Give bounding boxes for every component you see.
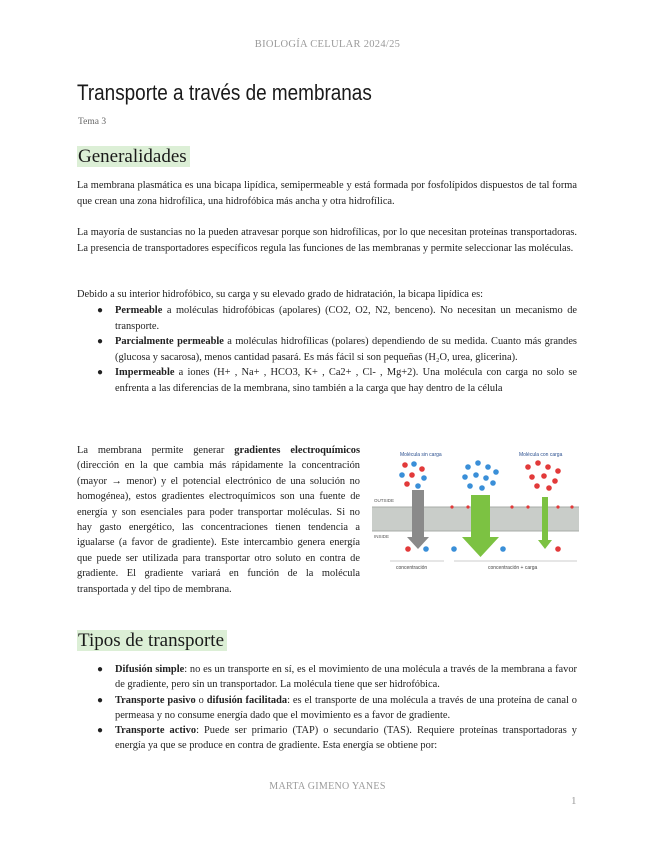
section-heading-generalidades: Generalidades — [77, 146, 190, 168]
bullet-icon: ● — [97, 367, 104, 378]
gradient-diagram — [372, 445, 579, 572]
list-item: ● Difusión simple: no es un transporte en sí, es el movimiento de una molécula a través de la membrana a favor de gradiente, pero sin un transportador. La molécula tiene que ser hidrofóbica. — [97, 664, 577, 691]
page-footer: MARTA GIMENO YANES — [269, 781, 386, 792]
paragraph-sustancias: La mayoría de sustancias no la pueden atravesar porque son hidrofílicas, por lo que necesitan proteínas transportadoras. La presencia de transportadores específicos regula las funciones de las membranas y permite seleccionar las moléculas. — [77, 227, 577, 254]
gradient-figure — [372, 445, 579, 572]
caption-concentration: concentración — [396, 565, 428, 571]
left-outside-molecules — [399, 461, 427, 489]
list-item: ● Parcialmente permeable a moléculas hidrofílicas (polares) dependiendo de su medida. Cuanto más grandes (glucosa y sacarosa), menos cantidad pasará. Es más fácil si son pequeñas (H₂O, urea, glicerina). — [97, 336, 577, 363]
bullet-icon: ● — [97, 694, 104, 706]
list-item: ● Impermeable a iones (H+ , Na+ , HCO3, K+ , Ca2+ , Cl- , Mg+2). Una molécula con carga no solo se enfrenta a las diferencias de la membrana, sino también a la carga que hay dentro de la célula — [97, 367, 577, 394]
label-uncharged: Molécula sin carga — [400, 452, 442, 458]
label-charged: Molécula con carga — [519, 452, 563, 458]
right-outside-red-molecules — [525, 460, 561, 491]
transport-types-list — [77, 662, 577, 754]
bullet-icon: ● — [97, 305, 104, 316]
permeability-list — [77, 303, 577, 396]
paragraph-bicapa: Debido a su interior hidrofóbico, su carga y su elevado grado de hidratación, la bicapa lipídica es: — [77, 289, 484, 300]
label-inside: INSIDE — [374, 534, 390, 539]
bullet-icon: ● — [97, 336, 104, 347]
list-item: ● Transporte activo: Puede ser primario (TAP) o secundario (TAS). Requiere proteínas transportadoras y energía ya que se produce en contra de gradiente. Esta energía se obtiene por: — [97, 725, 577, 752]
bullet-icon: ● — [97, 664, 104, 675]
caption-concentration-charge: concentración + carga — [488, 565, 538, 571]
bullet-icon: ● — [97, 725, 104, 737]
section-heading-tipos: Tipos de transporte — [77, 630, 227, 652]
document-subtitle: Tema 3 — [78, 117, 107, 127]
page-number: 1 — [571, 795, 577, 807]
right-outside-blue-molecules — [462, 460, 499, 491]
label-outside: OUTSIDE — [374, 498, 395, 503]
paragraph-gradientes: La membrana permite generar gradientes electroquímicos (dirección en la que cambia más rápidamente la concentración (mayor → menor) y el potencial electrónico de una solución no homogénea), estos gradientes electroquímicos son una fuente de energía y son esenciales para poder transportar moléculas. Si no hay gasto energético, las concentraciones tienen tendencia a igualarse (a favor de gradiente). Este intercambio genera energía que puede ser utilizada para transportar otro soluto en contra de gradiente. El gradiente variará en función de la molécula transportada y del tipo de membrana. — [77, 445, 360, 595]
paragraph-membrana: La membrana plasmática es una bicapa lipídica, semipermeable y está formada por fosfolípidos dispuestos de tal forma que crean una zona hidrofílica, una hidrofóbica más ancha y otra hidrofílica. — [77, 180, 577, 207]
list-item: ● Permeable a moléculas hidrofóbicas (apolares) (CO2, O2, N2, benceno). No necesitan un mecanismo de transporte. — [97, 305, 577, 332]
document-title: Transporte a través de membranas — [77, 80, 372, 105]
list-item: ● Transporte pasivo o difusión facilitada: es el transporte de una molécula a través de una proteína de canal o permeasa y no consume energía dado que el movimiento es a favor de gradiente. — [97, 694, 577, 721]
page-header: BIOLOGÍA CELULAR 2024/25 — [254, 39, 401, 50]
